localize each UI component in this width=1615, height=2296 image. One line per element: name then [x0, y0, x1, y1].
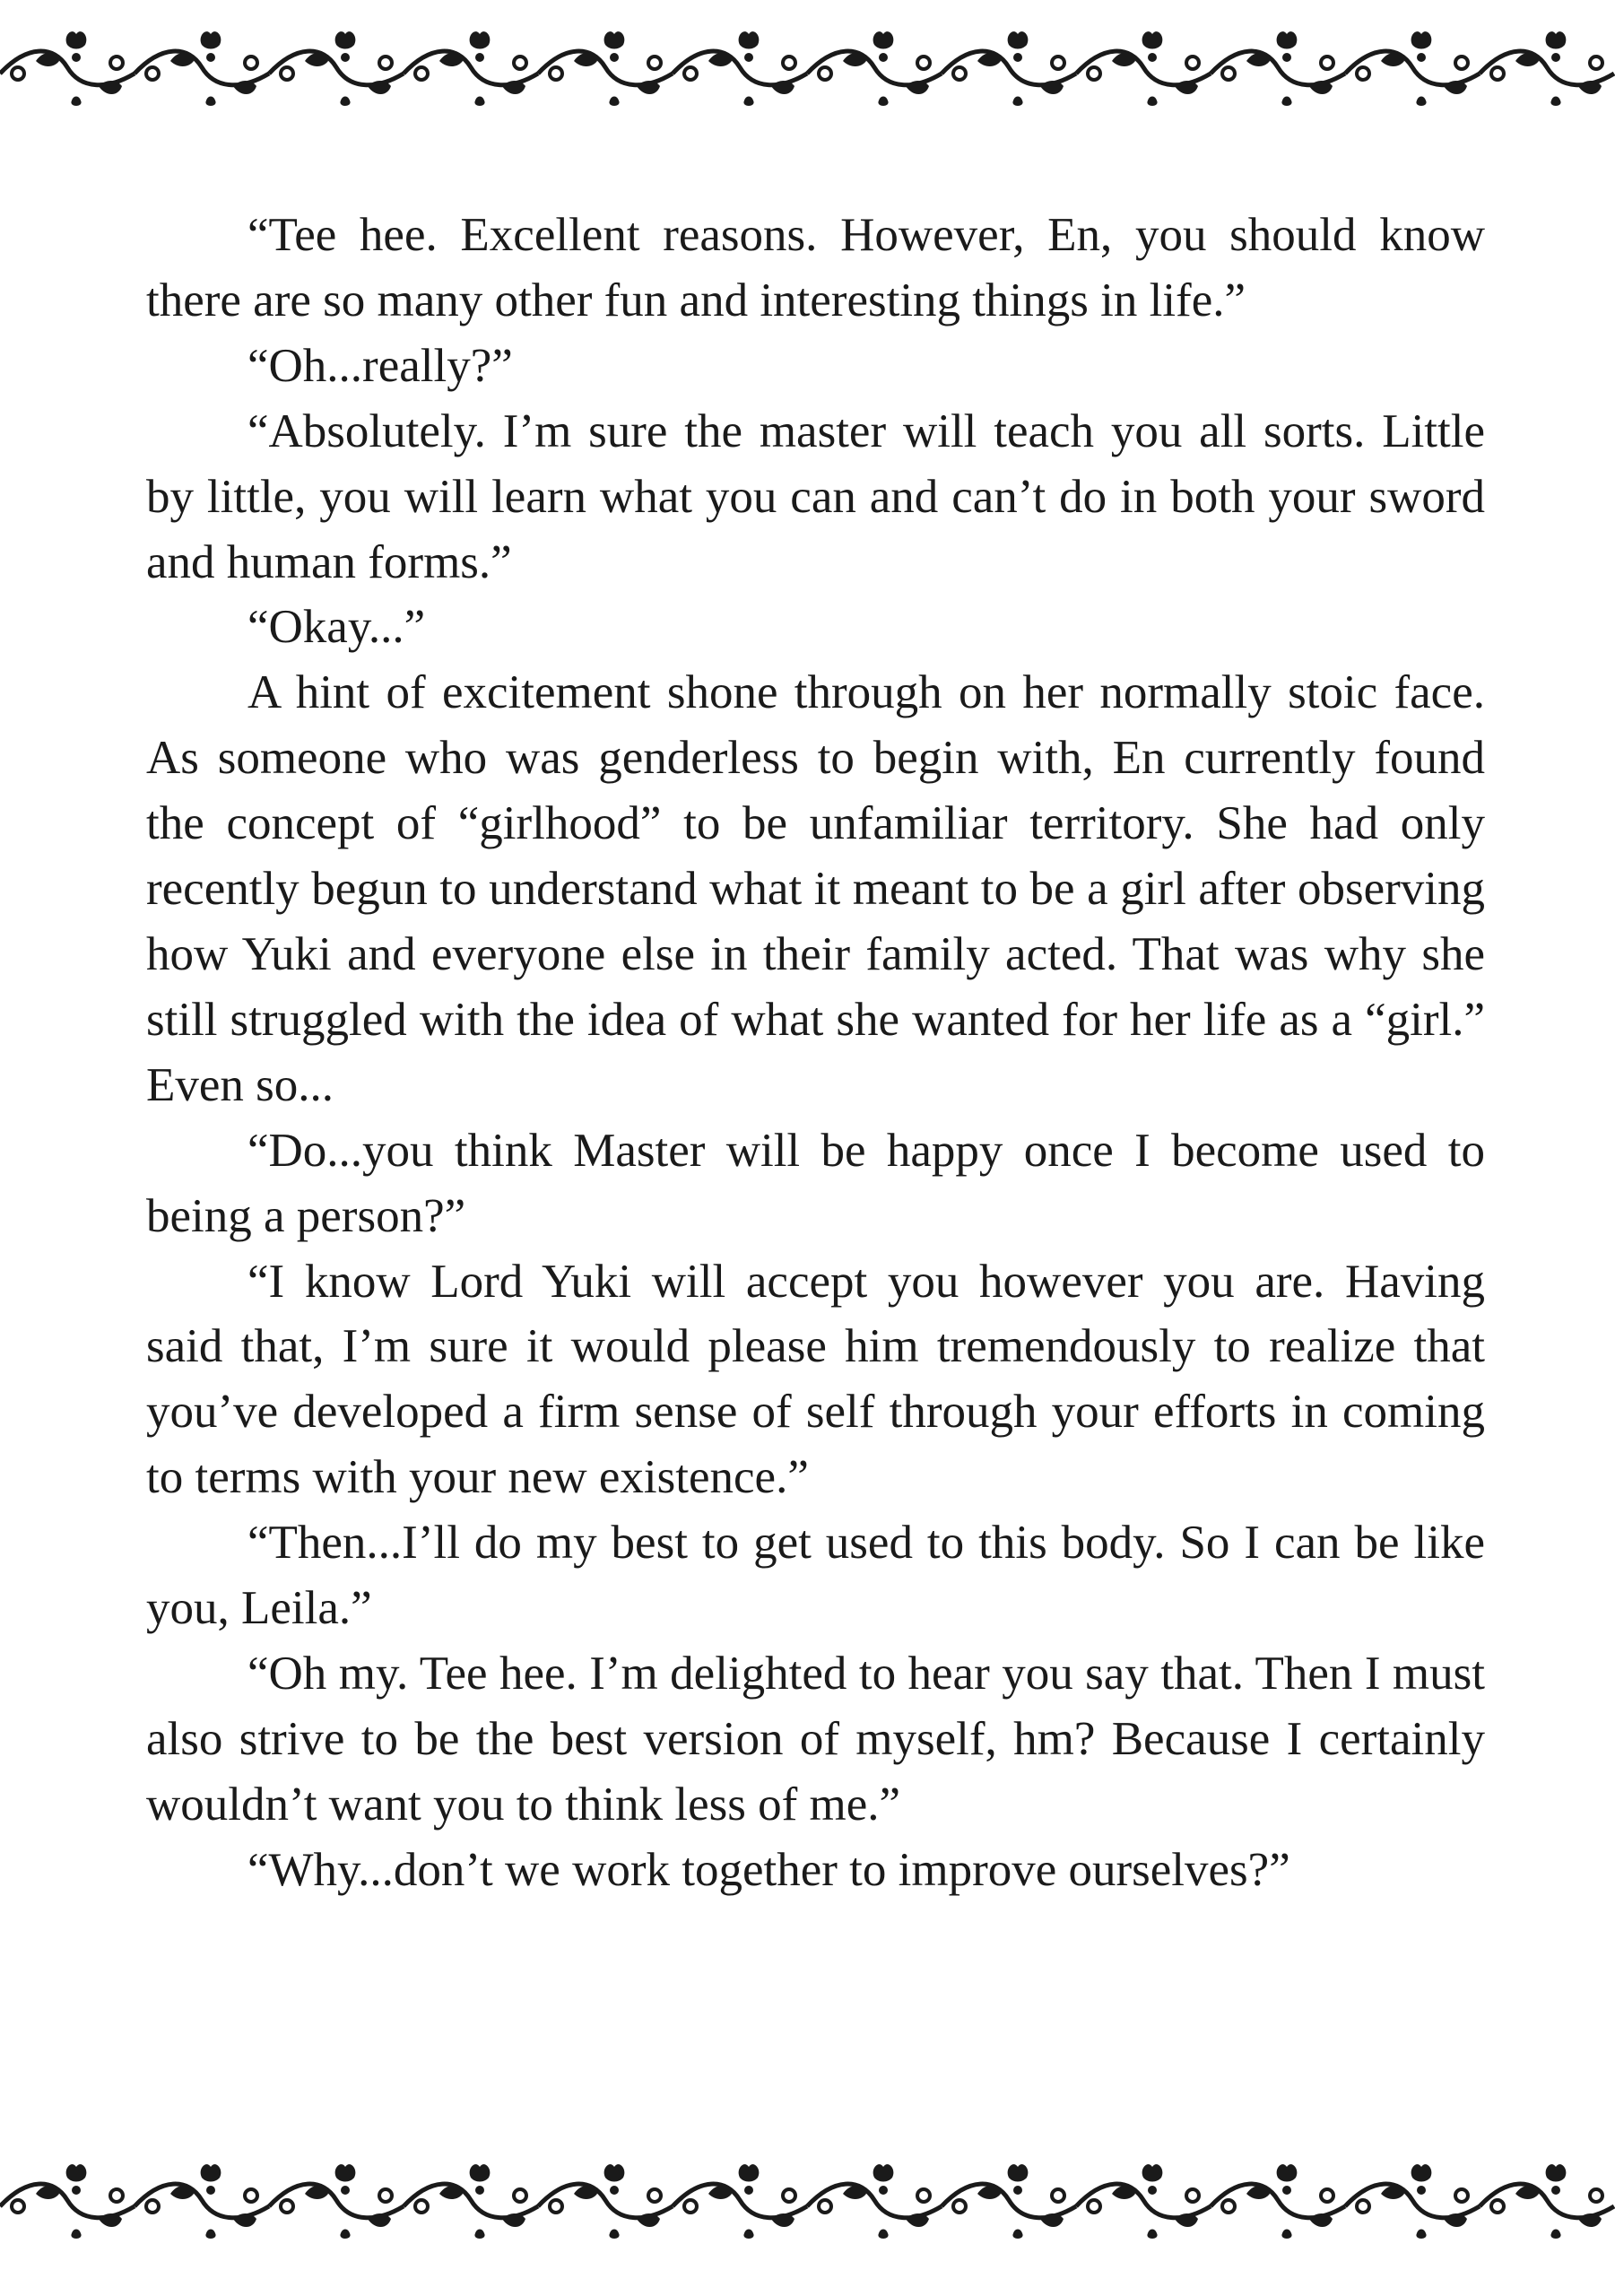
paragraph: “Do...you think Master will be happy once I become used to being a person?” — [146, 1124, 1485, 1242]
paragraph: “I know Lord Yuki will accept you however you are. Having said that, I’m sure it would please him tremendously to realize that you’ve developed a firm sense of self through your efforts in coming to terms with your new existence.” — [146, 1255, 1485, 1504]
bottom-ornamental-border — [0, 2151, 1615, 2258]
paragraph: A hint of excitement shone through on her normally stoic face. As someone who was genderless to begin with, En currently found the concept of “girlhood” to be unfamiliar territory. She had only recently begun to understand what it meant to be a girl after observing how Yuki and everyone else in their family acted. That was why she still struggled with the idea of what she wanted for her life as a “girl.” Even so... — [146, 666, 1485, 1111]
page-body-text — [146, 203, 1485, 1903]
paragraph: “Tee hee. Excellent reasons. However, En, you should know there are so many other fun and interesting things in life.” — [146, 209, 1485, 326]
top-scroll-ornament — [0, 18, 1615, 126]
paragraph: “Oh my. Tee hee. I’m delighted to hear you say that. Then I must also strive to be the best version of myself, hm? Because I certainly wouldn’t want you to think less of me.” — [146, 1647, 1485, 1831]
bottom-scroll-ornament — [0, 2151, 1615, 2258]
paragraph: “Absolutely. I’m sure the master will teach you all sorts. Little by little, you will learn what you can and can’t do in both your sword and human forms.” — [146, 404, 1485, 588]
paragraph: “Why...don’t we work together to improve ourselves?” — [247, 1843, 1290, 1896]
top-ornamental-border — [0, 18, 1615, 126]
paragraph: “Okay...” — [247, 601, 426, 654]
paragraph: “Then...I’ll do my best to get used to this body. So I can be like you, Leila.” — [146, 1517, 1485, 1635]
paragraph: “Oh...really?” — [247, 339, 513, 392]
